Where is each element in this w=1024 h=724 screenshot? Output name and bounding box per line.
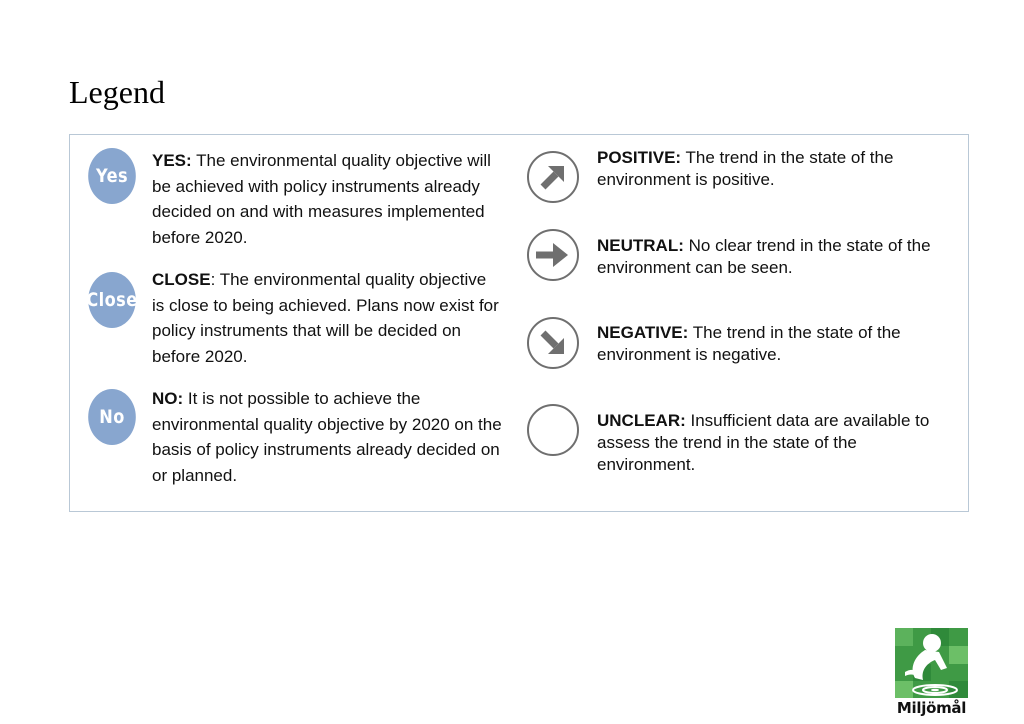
status-text-close <box>152 267 502 369</box>
trend-text-positive <box>597 147 947 191</box>
page-title: Legend <box>69 74 165 110</box>
miljomal-logo <box>895 628 968 717</box>
arrow-right-icon <box>526 228 580 282</box>
trend-desc-positive: The trend in the state of the environment is positive. <box>597 148 894 189</box>
status-badge-no: No <box>88 389 136 445</box>
status-text-yes <box>152 148 502 250</box>
trend-desc-negative: The trend in the state of the environment is negative. <box>597 323 901 364</box>
status-desc-close: : The environmental quality objective is close to being achieved. Plans now exist for policy instruments that will be decided on before 2020. <box>152 270 499 366</box>
trend-text-unclear <box>597 410 947 476</box>
status-badge-close: Close <box>88 272 136 328</box>
status-desc-yes: The environmental quality objective will be achieved with policy instruments already decided on and with measures implemented before 2020. <box>152 151 491 247</box>
trend-text-negative <box>597 322 947 366</box>
empty-circle-icon <box>526 403 580 457</box>
trend-term-unclear: UNCLEAR: <box>597 411 686 430</box>
status-desc-no: It is not possible to achieve the environmental quality objective by 2020 on the basis of policy instruments already decided on or planned. <box>152 389 502 485</box>
status-term-no: NO: <box>152 389 184 408</box>
arrow-down-right-icon <box>526 316 580 370</box>
trend-term-positive: POSITIVE: <box>597 148 682 167</box>
trend-term-negative: NEGATIVE: <box>597 323 689 342</box>
legend-box <box>69 134 969 512</box>
trend-desc-neutral: No clear trend in the state of the environment can be seen. <box>597 236 931 277</box>
trend-text-neutral <box>597 235 947 279</box>
trend-desc-unclear: Insufficient data are available to assess the trend in the state of the environment. <box>597 411 930 474</box>
logo-text: Miljömål <box>896 699 967 717</box>
status-term-close: CLOSE <box>152 270 211 289</box>
miljomal-logo-icon <box>895 628 968 698</box>
status-term-yes: YES: <box>152 151 192 170</box>
trend-term-neutral: NEUTRAL: <box>597 236 684 255</box>
status-text-no <box>152 386 502 488</box>
arrow-up-right-icon <box>526 150 580 204</box>
status-badge-yes: Yes <box>88 148 136 204</box>
